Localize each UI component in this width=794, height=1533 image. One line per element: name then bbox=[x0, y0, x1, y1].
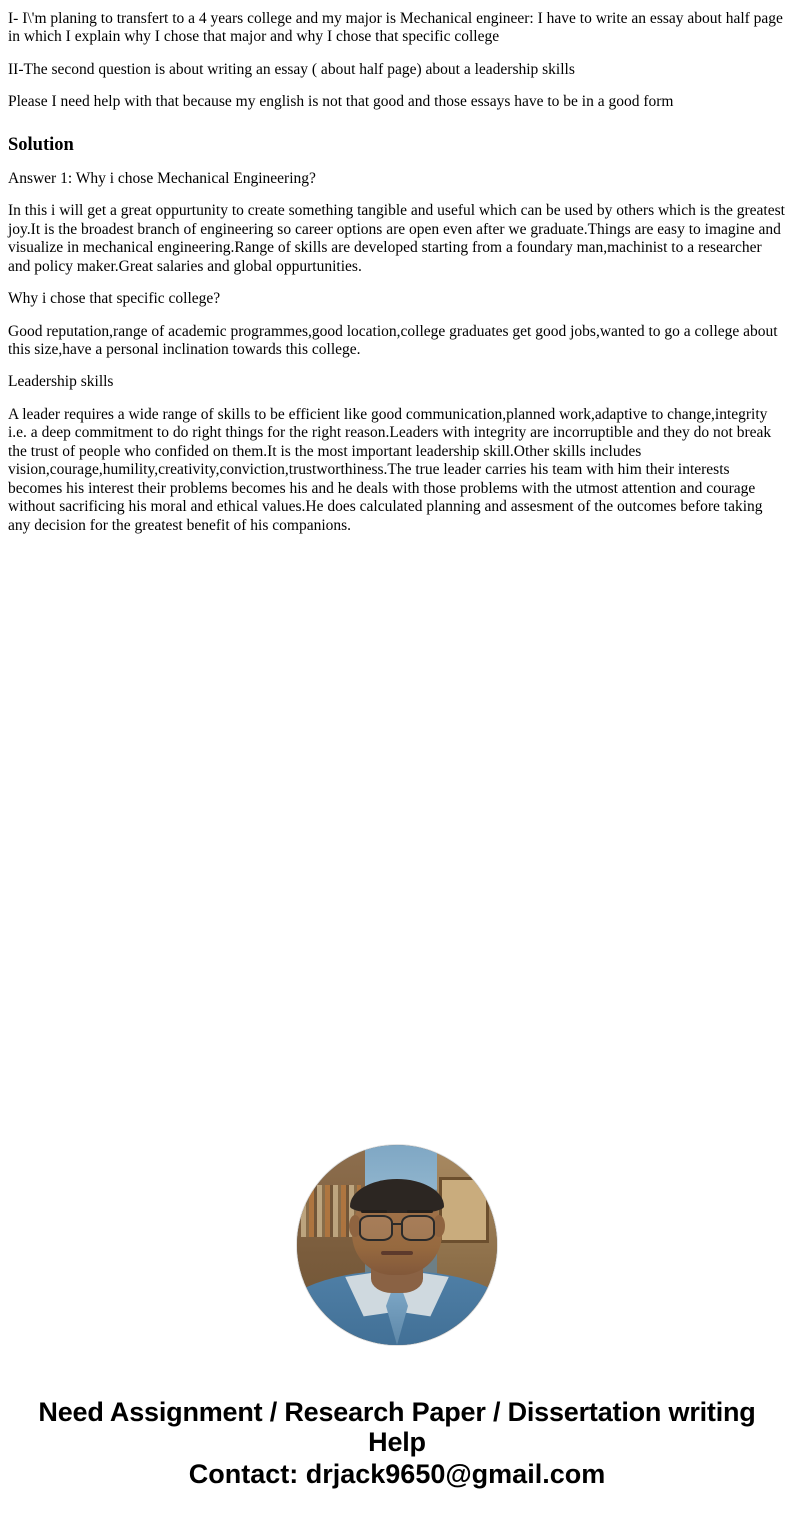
answer-1-body: In this i will get a great oppurtunity to create something tangible and useful which can be used by others which is the greatest joy.It is the broadest branch of engineering so career options are open even after we graduate.Things are easy to imagine and visualize in mechanical engineering.Range of skills are developed starting from a foundary man,machinist to a researcher and policy maker.Great salaries and global oppurtunities. bbox=[8, 202, 785, 275]
footer-contact: Contact: drjack9650@gmail.com bbox=[188, 1459, 606, 1490]
avatar-container bbox=[8, 1145, 786, 1345]
photo-eyebrow-left bbox=[361, 1210, 387, 1213]
answer-3-body: A leader requires a wide range of skills to be efficient like good communication,planned work,adaptive to change,integrity i.e. a deep commitment to do right things for the right reason.Leaders with integrity are incorruptible and they do not break the trust of people who confided on them.It is the most important leadership skill.Other skills includes vision,courage,humility,creativity,conviction,trustworthiness.The true leader carries his team with him their interests becomes his interest their problems becomes his and he deals with those problems with the utmost attention and courage without sacrificing his moral and ethical values.He does calculated planning and assesment of the outcomes before taking any decision for the greatest benefit of his companions. bbox=[8, 405, 772, 534]
answer-2-body: Good reputation,range of academic programmes,good location,college graduates get good jobs,wanted to go a college about this size,have a personal inclination towards this college. bbox=[8, 322, 778, 358]
question-3: Please I need help with that because my english is not that good and those essays have to be in a good form bbox=[8, 93, 674, 111]
photo-eyeglass-right bbox=[401, 1215, 435, 1241]
answer-1-title: Answer 1: Why i chose Mechanical Engineering? bbox=[8, 169, 316, 187]
solution-heading: Solution bbox=[8, 134, 74, 155]
photo-eyeglass-bridge bbox=[392, 1223, 402, 1225]
footer bbox=[8, 1397, 786, 1490]
footer-headline: Need Assignment / Research Paper / Dissertation writing Help bbox=[38, 1396, 756, 1458]
question-1: I- I\'m planing to transfert to a 4 years college and my major is Mechanical engineer: I have to write an essay about half page in which I explain why I chose that major and why I chose that specific college bbox=[8, 10, 783, 46]
photo-eyeglass-left bbox=[359, 1215, 393, 1241]
photo-eyebrow-right bbox=[407, 1210, 433, 1213]
photo-wall-frame bbox=[439, 1177, 489, 1243]
photo-mouth bbox=[381, 1251, 413, 1255]
content-spacer bbox=[8, 549, 786, 1139]
answer-3-title: Leadership skills bbox=[8, 373, 114, 391]
avatar bbox=[297, 1145, 497, 1345]
answer-2-title: Why i chose that specific college? bbox=[8, 290, 221, 308]
document-page bbox=[0, 10, 794, 1533]
question-2: II-The second question is about writing an essay ( about half page) about a leadership skills bbox=[8, 60, 575, 78]
